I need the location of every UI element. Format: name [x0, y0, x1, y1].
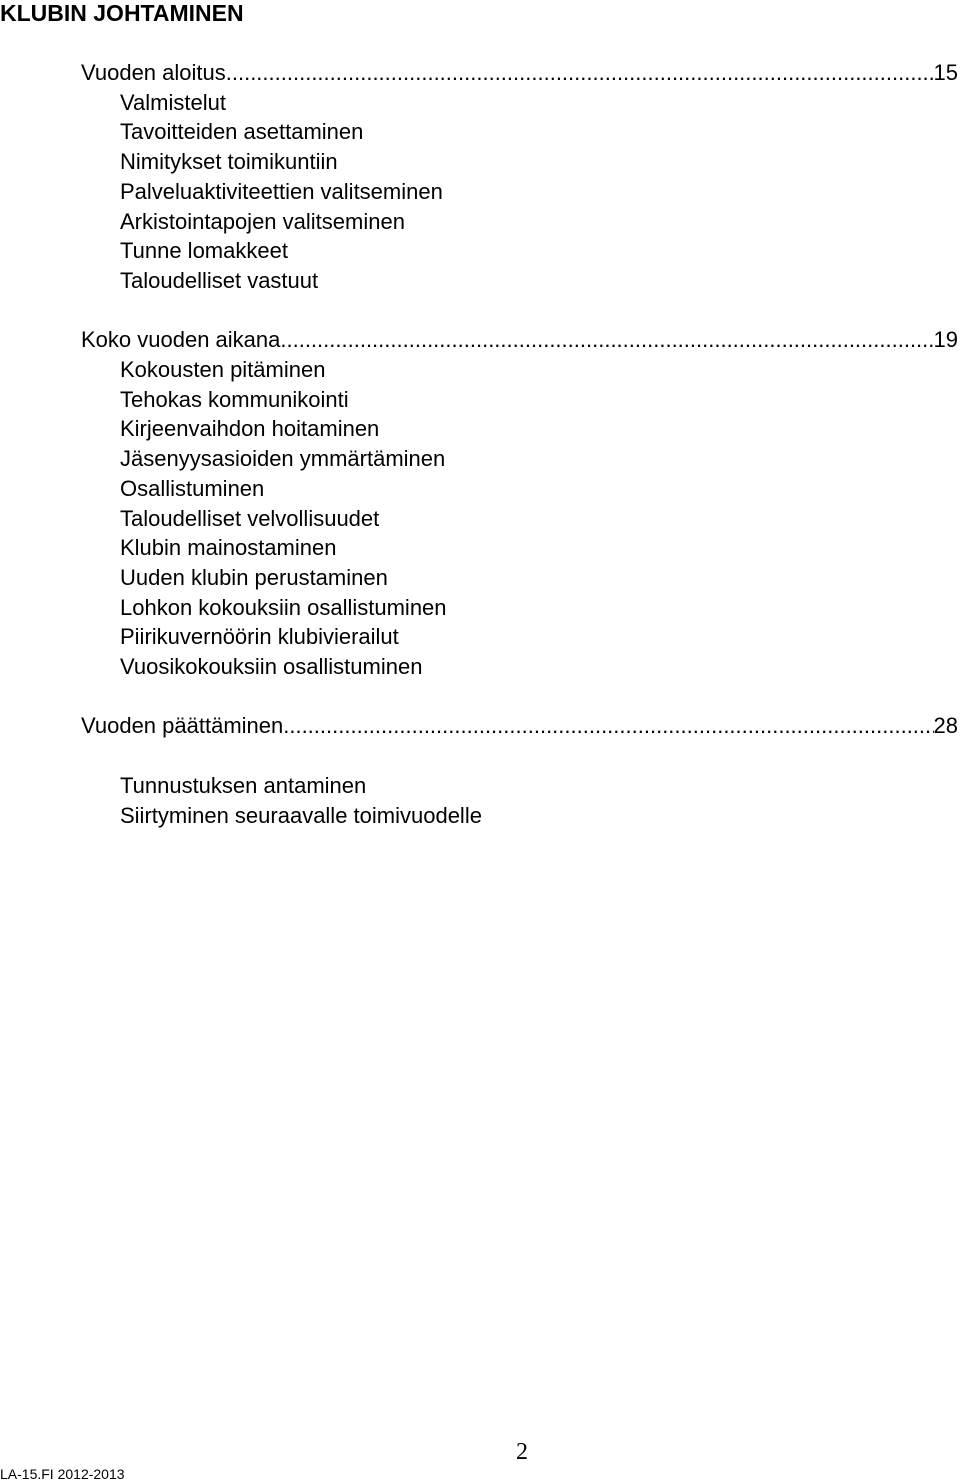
toc-item: Piirikuvernöörin klubivierailut: [120, 624, 399, 650]
toc-heading[interactable]: [81, 325, 958, 355]
toc-item: Lohkon kokouksiin osallistuminen: [120, 594, 447, 620]
toc-item: Taloudelliset vastuut: [120, 267, 319, 293]
dot-leader: [280, 325, 933, 355]
toc-item: Taloudelliset velvollisuudet: [120, 505, 380, 531]
toc-item: Jäsenyysasioiden ymmärtäminen: [120, 446, 446, 472]
toc-item: Valmistelut: [120, 89, 226, 115]
toc-page-number: 28: [933, 713, 958, 739]
toc-section-vuoden-paattaminen: [81, 711, 958, 830]
toc-item: Nimitykset toimikuntiin: [120, 149, 338, 175]
toc-item: Tavoitteiden asettaminen: [120, 119, 364, 145]
toc-heading[interactable]: [81, 58, 958, 88]
toc-item-list: [81, 771, 958, 830]
toc-heading[interactable]: [81, 711, 958, 741]
page-number: 2: [516, 1439, 528, 1465]
toc-section-koko-vuoden-aikana: [81, 325, 958, 681]
toc-item: Osallistuminen: [120, 475, 265, 501]
toc-item-list: [81, 355, 958, 682]
footer-document-code: LA-15.FI 2012-2013: [0, 1466, 125, 1482]
toc-item: Tunne lomakkeet: [120, 238, 288, 264]
toc-item: Uuden klubin perustaminen: [120, 564, 388, 590]
toc-item: Tehokas kommunikointi: [120, 386, 349, 412]
table-of-contents: [81, 58, 958, 860]
toc-heading-text: Vuoden aloitus: [81, 60, 226, 85]
toc-item: Kirjeenvaihdon hoitaminen: [120, 416, 380, 442]
toc-page-number: 15: [933, 60, 958, 85]
toc-item: Tunnustuksen antaminen: [120, 772, 367, 798]
toc-item: Vuosikokouksiin osallistuminen: [120, 654, 423, 680]
toc-heading-text: Vuoden päättäminen: [81, 713, 284, 739]
toc-item: Kokousten pitäminen: [120, 357, 326, 383]
dot-leader: [283, 711, 933, 741]
toc-item: Klubin mainostaminen: [120, 535, 337, 561]
toc-item: Arkistointapojen valitseminen: [120, 208, 405, 234]
toc-page-number: 19: [933, 327, 958, 353]
toc-item-list: [81, 88, 958, 296]
toc-item: Palveluaktiviteettien valitseminen: [120, 178, 443, 204]
page-title: KLUBIN JOHTAMINEN: [0, 0, 244, 26]
toc-section-vuoden-aloitus: [81, 58, 958, 296]
dot-leader: [226, 58, 934, 88]
toc-heading-text: Koko vuoden aikana: [81, 327, 281, 353]
toc-item: Siirtyminen seuraavalle toimivuodelle: [120, 802, 482, 828]
